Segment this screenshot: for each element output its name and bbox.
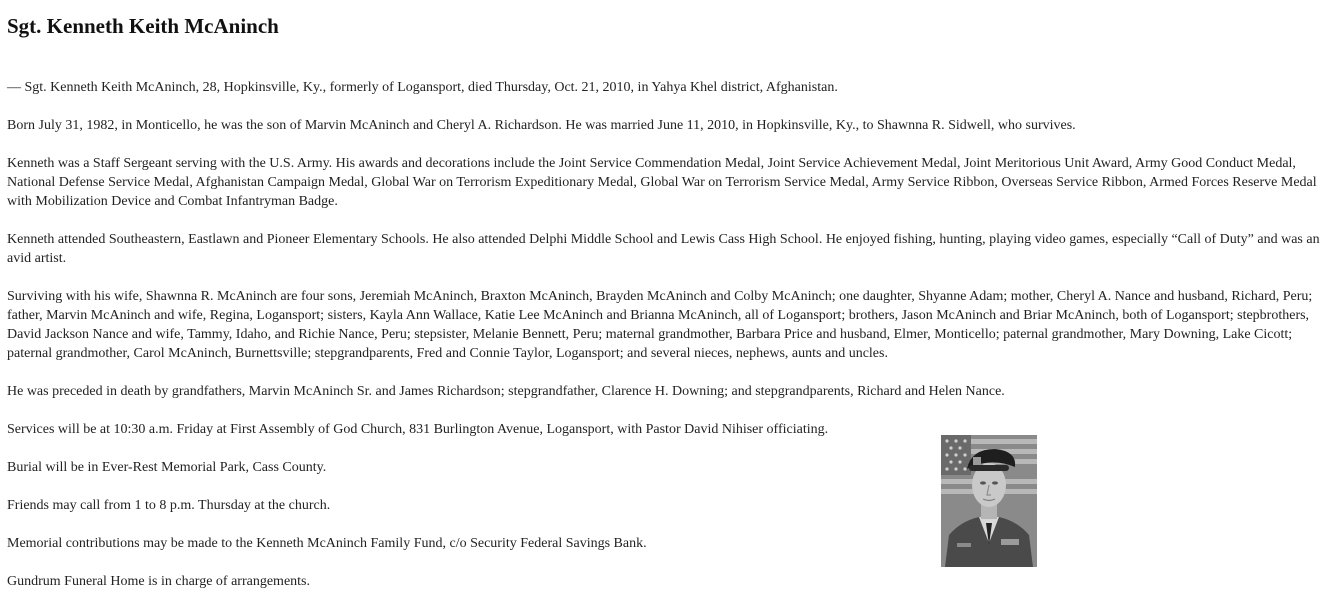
obituary-body <box>7 78 1329 610</box>
paragraph-preceded-in-death: He was preceded in death by grandfathers, Marvin McAninch Sr. and James Richardson; stepgrandfather, Clarence H. Downing; and stepgrandparents, Richard and Helen Nance. <box>7 384 1005 399</box>
page-title: Sgt. Kenneth Keith McAninch <box>7 14 279 38</box>
paragraph-birth-family: Born July 31, 1982, in Monticello, he was the son of Marvin McAninch and Cheryl A. Richardson. He was married June 11, 2010, in Hopkinsville, Ky., to Shawnna R. Sidwell, who survives. <box>7 118 1076 133</box>
paragraph-visitation: Friends may call from 1 to 8 p.m. Thursday at the church. <box>7 498 331 513</box>
paragraph-education-hobbies: Kenneth attended Southeastern, Eastlawn and Pioneer Elementary Schools. He also attended Delphi Middle School and Lewis Cass High School. He enjoyed fishing, hunting, playing video games, especially “Call of Duty” and was an avid artist. <box>7 232 1320 266</box>
paragraph-survivors: Surviving with his wife, Shawnna R. McAninch are four sons, Jeremiah McAninch, Braxton McAninch, Brayden McAninch and Colby McAninch; one daughter, Shyanne Adam; mother, Cheryl A. Nance and husband, Richard, Peru; father, Marvin McAninch and wife, Regina, Logansport; sisters, Kayla Ann Wallace, Katie Lee McAninch and Brianna McAninch, all of Logansport; brothers, Jason McAninch and Briar McAninch, both of Logansport; stepbrothers, David Jackson Nance and wife, Tammy, Idaho, and Richie Nance, Peru; stepsister, Melanie Bennett, Peru; maternal grandmother, Barbara Price and husband, Elmer, Monticello; paternal grandmother, Mary Downing, Lake Cicott; paternal grandmother, Carol McAninch, Burnettsville; stepgrandparents, Fred and Connie Taylor, Logansport; and several nieces, nephews, aunts and uncles. <box>7 289 1313 361</box>
paragraph-memorials: Memorial contributions may be made to the Kenneth McAninch Family Fund, c/o Security Federal Savings Bank. <box>7 536 647 551</box>
paragraph-services: Services will be at 10:30 a.m. Friday at First Assembly of God Church, 831 Burlington Avenue, Logansport, with Pastor David Nihiser officiating. <box>7 422 829 437</box>
portrait-photo-icon <box>941 435 1037 567</box>
paragraph-burial: Burial will be in Ever-Rest Memorial Park, Cass County. <box>7 460 327 475</box>
paragraph-arrangements: Gundrum Funeral Home is in charge of arrangements. <box>7 574 310 589</box>
paragraph-military-service: Kenneth was a Staff Sergeant serving with the U.S. Army. His awards and decorations include the Joint Service Commendation Medal, Joint Service Achievement Medal, Joint Meritorious Unit Award, Army Good Conduct Medal, National Defense Service Medal, Afghanistan Campaign Medal, Global War on Terrorism Expeditionary Medal, Global War on Terrorism Service Medal, Army Service Ribbon, Overseas Service Ribbon, Armed Forces Reserve Medal with Mobilization Device and Combat Infantryman Badge. <box>7 156 1317 209</box>
obituary-page <box>7 0 1329 589</box>
paragraph-death-notice: — Sgt. Kenneth Keith McAninch, 28, Hopkinsville, Ky., formerly of Logansport, died Thursday, Oct. 21, 2010, in Yahya Khel district, Afghanistan. <box>7 80 838 95</box>
